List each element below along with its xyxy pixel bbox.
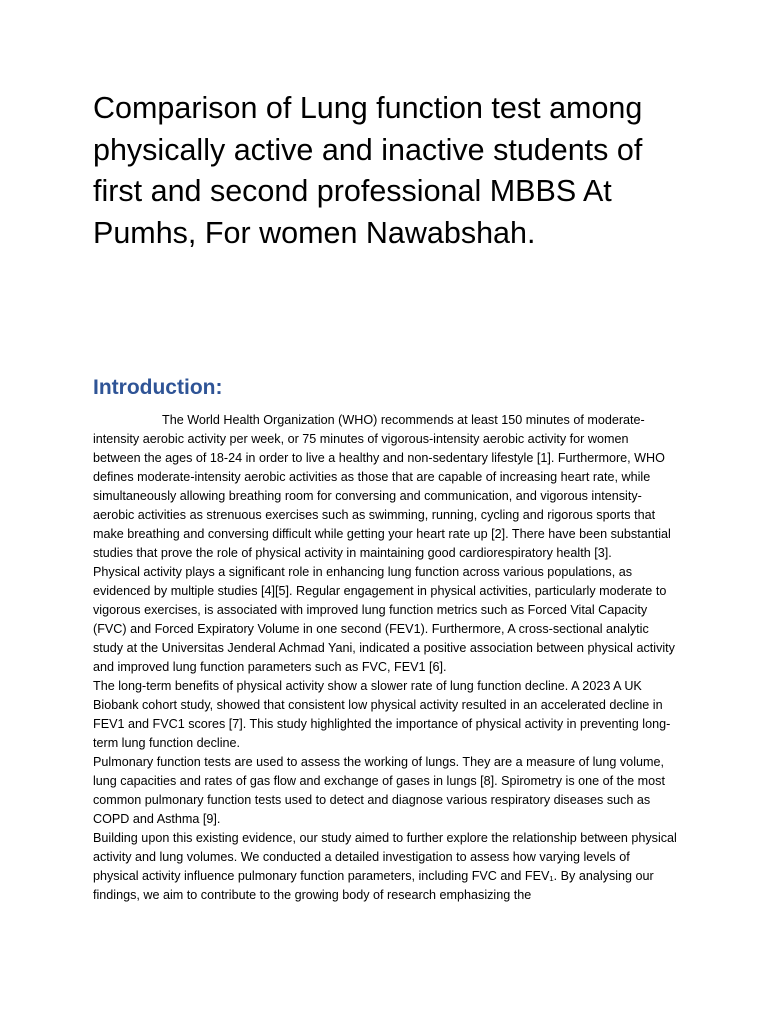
section-heading-introduction: Introduction: xyxy=(93,376,223,399)
paragraph-long-term-benefits: The long-term benefits of physical activity show a slower rate of lung function decline. A 2023 A UK Biobank cohort study, showed that consistent low physical activity resulted in an accelerated decline in FEV1 and FVC1 scores [7]. This study highlighted the importance of physical activity in preventing long-term lung function decline. xyxy=(93,679,671,750)
paragraph-pulmonary-function-tests: Pulmonary function tests are used to assess the working of lungs. They are a measure of lung volume, lung capacities and rates of gas flow and exchange of gases in lungs [8]. Spirometry is one of the most common pulmonary function tests used to detect and diagnose various respiratory diseases such as COPD and Asthma [9]. xyxy=(93,755,665,826)
paragraph-physical-activity-lung-function: Physical activity plays a significant role in enhancing lung function across various populations, as evidenced by multiple studies [4][5]. Regular engagement in physical activities, particularly moderate to vigorous exercises, is associated with improved lung function metrics such as Forced Vital Capacity (FVC) and Forced Expiratory Volume in one second (FEV1). Furthermore, A cross-sectional analytic study at the Universitas Jenderal Achmad Yani, indicated a positive association between physical activity and improved lung function parameters such as FVC, FEV1 [6]. xyxy=(93,565,675,674)
document-title: Comparison of Lung function test among physically active and inactive students of first and second professional MBBS At Pumhs, For women Nawabshah. xyxy=(93,91,643,250)
paragraph-study-aim: Building upon this existing evidence, our study aimed to further explore the relationship between physical activity and lung volumes. We conducted a detailed investigation to assess how varying levels of physical activity influence pulmonary function parameters, including FVC and FEV₁. By analysing our findings, we aim to contribute to the growing body of research emphasizing the xyxy=(93,831,677,902)
introduction-body xyxy=(93,411,678,905)
paragraph-who-recommendations: The World Health Organization (WHO) recommends at least 150 minutes of moderate-intensity aerobic activity per week, or 75 minutes of vigorous-intensity aerobic activity for women between the ages of 18-24 in order to live a healthy and non-sedentary lifestyle [1]. Furthermore, WHO defines moderate-intensity aerobic activities as those that are capable of increasing heart rate, while simultaneously allowing breathing room for conversing and communication, and vigorous intensity- aerobic activities as strenuous exercises such as swimming, running, cycling and rigorous sports that make breathing and conversing difficult while getting your heart rate up [2]. There have been substantial studies that prove the role of physical activity in maintaining good cardiorespiratory health [3]. xyxy=(93,413,671,560)
